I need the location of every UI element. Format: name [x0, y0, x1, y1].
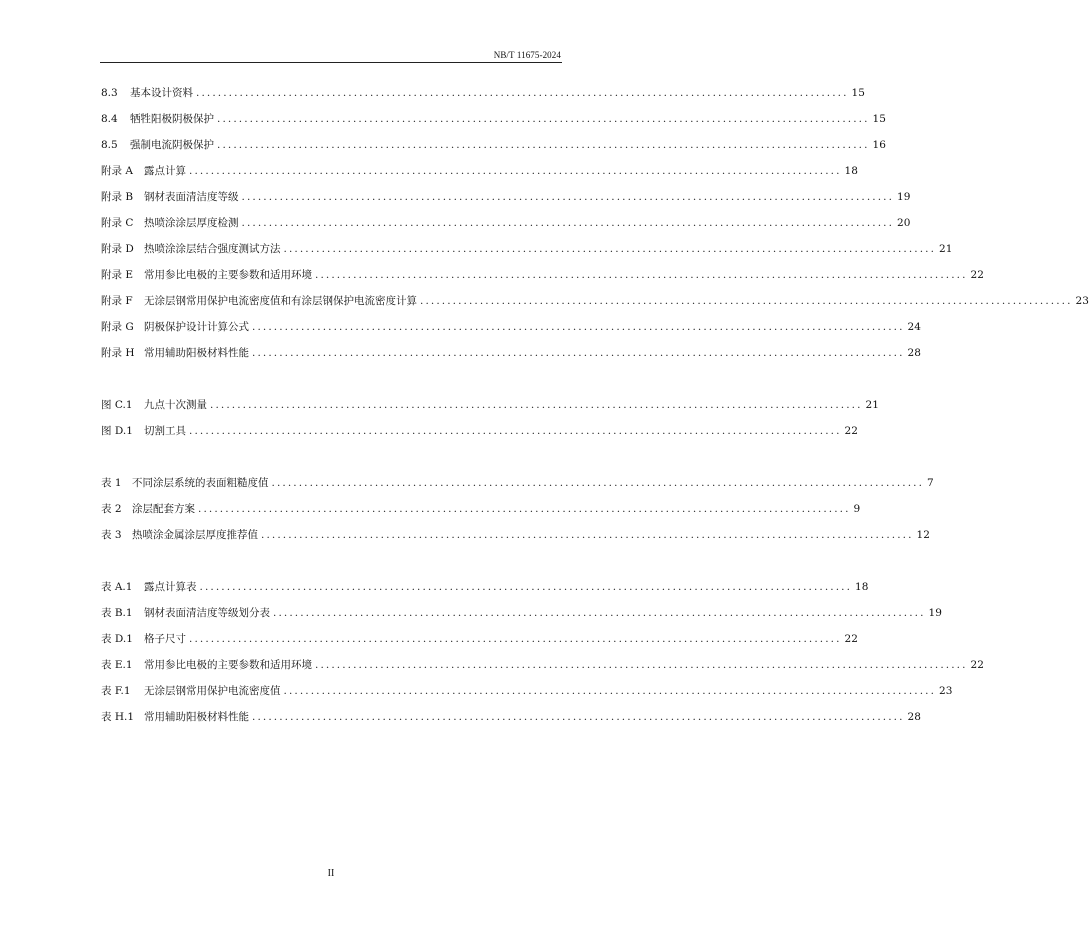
toc-leader-dots: ........................................................................................................................ — [217, 139, 870, 151]
toc-entry-page: 24 — [907, 321, 921, 333]
toc-entry-page: 28 — [907, 347, 921, 359]
toc-entry-number: 附录 E — [101, 269, 134, 281]
toc-entry-page: 22 — [844, 425, 858, 437]
toc-entry-number: 附录 D — [101, 243, 134, 255]
toc-entry-page: 22 — [970, 269, 984, 281]
toc-entry-title: 涂层配套方案 — [132, 503, 195, 515]
toc-entry[interactable] — [101, 630, 858, 656]
toc-entry[interactable] — [101, 604, 942, 630]
toc-entry[interactable] — [101, 110, 886, 136]
toc-entry-page: 18 — [844, 165, 858, 177]
toc-leader-dots: ........................................................................................................................ — [420, 295, 1073, 307]
toc-leader-dots: ........................................................................................................................ — [199, 581, 853, 593]
toc-entry[interactable] — [101, 578, 869, 604]
toc-entry-number: 附录 F — [101, 295, 133, 307]
toc-group-figures — [101, 396, 879, 448]
toc-entry-title: 格子尺寸 — [144, 633, 186, 645]
toc-entry[interactable] — [101, 84, 865, 110]
toc-entry-title: 常用辅助阳极材料性能 — [144, 711, 249, 723]
toc-leader-dots: ........................................................................................................................ — [252, 711, 905, 723]
toc-entry-page: 20 — [897, 217, 911, 229]
toc-entry-number: 附录 C — [101, 217, 134, 229]
toc-entry[interactable] — [101, 396, 879, 422]
toc-entry-number: 附录 B — [101, 191, 134, 203]
document-code: NB/T 11675-2024 — [493, 50, 561, 60]
toc-entry-title: 阴极保护设计计算公式 — [144, 321, 249, 333]
toc-entry-number: 表 A.1 — [101, 581, 133, 593]
toc-entry-page: 15 — [851, 87, 865, 99]
toc-entry-page: 9 — [853, 503, 861, 515]
toc-entry-number: 附录 H — [101, 347, 135, 359]
toc-group-tables — [101, 474, 934, 552]
toc-entry-title: 强制电流阴极保护 — [130, 139, 214, 151]
toc-entry[interactable] — [101, 344, 921, 370]
toc-leader-dots: ........................................................................................................................ — [241, 191, 895, 203]
toc-leader-dots: ........................................................................................................................ — [189, 165, 842, 177]
toc-leader-dots: ........................................................................................................................ — [261, 529, 914, 541]
toc-entry-number: 8.4 — [101, 113, 118, 125]
toc-leader-dots: ........................................................................................................................ — [198, 503, 851, 515]
toc-entry-page: 23 — [939, 685, 953, 697]
toc-entry[interactable] — [101, 188, 911, 214]
toc-entry-number: 附录 G — [101, 321, 134, 333]
toc-leader-dots: ........................................................................................................................ — [271, 477, 925, 489]
toc-entry-title: 牺牲阳极阴极保护 — [130, 113, 214, 125]
toc-spacer — [101, 552, 561, 578]
toc-leader-dots: ........................................................................................................................ — [217, 113, 870, 125]
header-divider — [100, 62, 562, 63]
toc-entry-number: 表 D.1 — [101, 633, 133, 645]
toc-leader-dots: ........................................................................................................................ — [189, 633, 842, 645]
toc-entry[interactable] — [101, 214, 911, 240]
toc-entry[interactable] — [101, 240, 953, 266]
toc-entry[interactable] — [101, 500, 861, 526]
toc-group-sections — [101, 84, 1089, 370]
toc-entry-page: 16 — [872, 139, 886, 151]
toc-entry[interactable] — [101, 292, 1089, 318]
toc-entry[interactable] — [101, 656, 984, 682]
toc-entry-title: 无涂层钢常用保护电流密度值和有涂层钢保护电流密度计算 — [144, 295, 417, 307]
toc-entry-title: 常用参比电极的主要参数和适用环境 — [144, 659, 312, 671]
toc-entry-title: 露点计算表 — [144, 581, 197, 593]
toc-entry[interactable] — [101, 136, 886, 162]
toc-entry-page: 28 — [907, 711, 921, 723]
toc-leader-dots: ........................................................................................................................ — [273, 607, 926, 619]
toc-entry-title: 热喷涂金属涂层厚度推荐值 — [132, 529, 258, 541]
toc-entry-title: 常用辅助阳极材料性能 — [144, 347, 249, 359]
toc-entry[interactable] — [101, 318, 921, 344]
toc-leader-dots: ........................................................................................................................ — [283, 243, 937, 255]
toc-entry-number: 表 1 — [101, 477, 122, 489]
toc-entry-page: 22 — [844, 633, 858, 645]
toc-entry-number: 表 B.1 — [101, 607, 133, 619]
toc-entry[interactable] — [101, 266, 984, 292]
toc-leader-dots: ........................................................................................................................ — [252, 347, 905, 359]
toc-entry-page: 7 — [927, 477, 934, 489]
toc-entry[interactable] — [101, 526, 930, 552]
table-of-contents — [101, 84, 1089, 734]
toc-leader-dots: ........................................................................................................................ — [315, 269, 968, 281]
toc-entry-title: 基本设计资料 — [130, 87, 193, 99]
toc-entry[interactable] — [101, 162, 858, 188]
toc-entry-number: 表 2 — [101, 503, 122, 515]
toc-entry-title: 热喷涂涂层厚度检测 — [144, 217, 239, 229]
toc-entry[interactable] — [101, 708, 921, 734]
toc-entry-title: 钢材表面清洁度等级 — [144, 191, 239, 203]
toc-entry-title: 露点计算 — [144, 165, 186, 177]
toc-entry-page: 19 — [928, 607, 942, 619]
toc-entry-page: 21 — [939, 243, 953, 255]
toc-leader-dots: ........................................................................................................................ — [315, 659, 968, 671]
toc-entry-title: 无涂层钢常用保护电流密度值 — [144, 685, 281, 697]
toc-entry-page: 18 — [855, 581, 869, 593]
toc-spacer — [101, 370, 561, 396]
toc-entry-number: 图 C.1 — [101, 399, 133, 411]
toc-entry-page: 15 — [872, 113, 886, 125]
toc-leader-dots: ........................................................................................................................ — [210, 399, 863, 411]
toc-entry-number: 8.3 — [101, 87, 118, 99]
toc-entry-page: 23 — [1075, 295, 1089, 307]
toc-leader-dots: ........................................................................................................................ — [283, 685, 937, 697]
toc-group-appendix-tables — [101, 578, 984, 734]
toc-entry-number: 8.5 — [101, 139, 118, 151]
toc-entry-page: 12 — [916, 529, 930, 541]
toc-entry-page: 21 — [865, 399, 879, 411]
page-number: II — [327, 868, 335, 879]
toc-leader-dots: ........................................................................................................................ — [189, 425, 842, 437]
toc-entry-number: 表 3 — [101, 529, 122, 541]
toc-leader-dots: ........................................................................................................................ — [241, 217, 895, 229]
toc-entry-title: 九点十次测量 — [144, 399, 207, 411]
toc-entry-title: 不同涂层系统的表面粗糙度值 — [132, 477, 269, 489]
toc-leader-dots: ........................................................................................................................ — [196, 87, 849, 99]
toc-leader-dots: ........................................................................................................................ — [252, 321, 905, 333]
toc-entry-number: 表 E.1 — [101, 659, 133, 671]
toc-spacer — [101, 448, 561, 474]
toc-entry-number: 表 H.1 — [101, 711, 135, 723]
toc-entry-page: 19 — [897, 191, 911, 203]
toc-entry-page: 22 — [970, 659, 984, 671]
toc-entry[interactable] — [101, 682, 953, 708]
toc-entry-title: 常用参比电极的主要参数和适用环境 — [144, 269, 312, 281]
toc-entry-title: 切割工具 — [144, 425, 186, 437]
toc-entry-title: 钢材表面清洁度等级划分表 — [144, 607, 270, 619]
toc-entry-title: 热喷涂涂层结合强度测试方法 — [144, 243, 281, 255]
toc-entry-number: 表 F.1 — [101, 685, 131, 697]
toc-entry[interactable] — [101, 422, 858, 448]
toc-entry-number: 附录 A — [101, 165, 133, 177]
toc-entry-number: 图 D.1 — [101, 425, 133, 437]
toc-entry[interactable] — [101, 474, 934, 500]
